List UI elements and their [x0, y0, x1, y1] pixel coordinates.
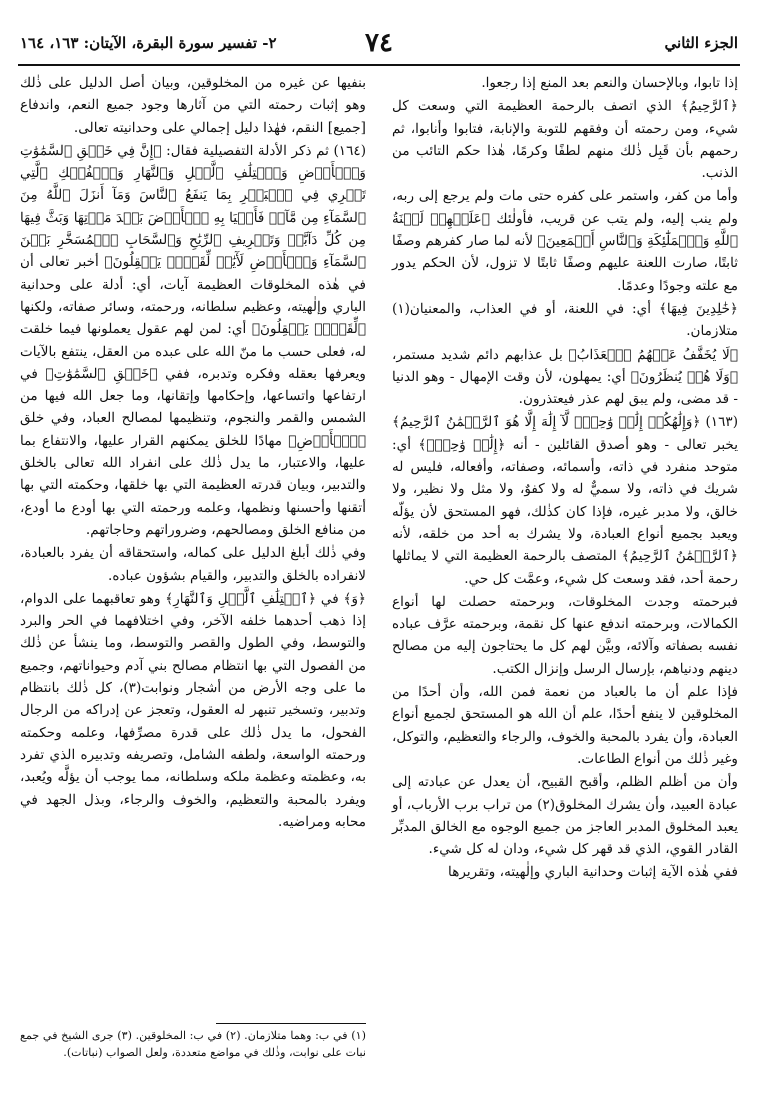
running-title: ٢- تفسير سورة البقرة، الآيتان: ١٦٣، ١٦٤ [20, 34, 277, 52]
part-label: الجزء الثاني [664, 34, 738, 52]
header-rule [18, 64, 740, 66]
paragraph: فبرحمته وجدت المخلوقات، وبرحمته حصلت لها أنواع الكمالات، وبرحمته اندفع عنها كل نقمة، وبرحمته عرَّف عباده نفسه بصفاته وآلائه، وبيَّن لهم كل ما يحتاجون إليه من مصالح دينهم ودنياهم، بإرسال الرسل وإنزال الكتب. [392, 593, 738, 677]
paragraph: ﴿ٱلرَّحِيمُ﴾ الذي اتصف بالرحمة العظيمة التي وسعت كل شيء، ومن رحمته أن وفقهم للتوبة والإنابة، فتابوا وأنابوا، ثم رحمهم بأن قَبِل ذٰلك منهم لطفًا وكرمًا، هٰذا حكم التائب من الذنب. [392, 98, 738, 182]
left-column [20, 72, 366, 834]
paragraph: فإذا علم أن ما بالعباد من نعمة فمن الله، وأن أحدًا من المخلوقين لا ينفع أحدًا، علم أن الله هو المستحق لجميع أنواع العبادة، وأن يفرد بالمحبة والخوف، والرجاء والتعظيم، والتوكل، وغير ذٰلك من أنواع الطاعات. [392, 684, 738, 767]
right-column [392, 72, 738, 885]
paragraph: (١٦٣) ﴿وَإِلَٰهُكُمۡ إِلَٰهٞ وَٰحِدٞۖ لَّآ إِلَٰهَ إِلَّا هُوَ ٱلرَّحۡمَٰنُ ٱلرَّحِيمُ﴾ يخبر تعالى - وهو أصدق القائلين - أنه ﴿إِلَٰهٞ وَٰحِدٞۖ﴾ أي: متوحد منفرد في ذاته، وأسمائه، وصفاته، وأفعاله، فليس له شريك في ذاته، ولا سميٌّ له ولا كفوٌ، ولا مثل ولا نظير، ولا خالق، ولا مدبر غيره، فإذا كان كذٰلك، فهو المستحق لأن يؤلّه ويعبد بجميع أنواع العبادة، ولا يشرك به أحد من خلقه، لأنه ﴿ٱلرَّحۡمَٰنُ ٱلرَّحِيمُ﴾ المتصف بالرحمة العظيمة التي لا يماثلها رحمة أحد، فقد وسعت كل شيء، وعمَّت كل حي. [392, 414, 738, 587]
paragraph: وأن من أظلم الظلم، وأقبح القبيح، أن يعدل عن عبادته إلى عبادة العبيد، وأن يشرك المخلوق(٢) من تراب برب الأرباب، أو يعبد المخلوق المدبر العاجز من جميع الوجوه مع الخالق المدبِّر القادر القوي، الذي قد قهر كل شيء، ودان له كل شيء. [392, 774, 738, 858]
paragraph: ففي هٰذه الآية إثبات وحدانية الباري وإلٰهيته، وتقريرها [448, 864, 738, 881]
footnotes [20, 1027, 366, 1061]
paragraph: ﴿خَٰلِدِينَ فِيهَا﴾ أي: في اللعنة، أو في العذاب، والمعنيان(١) متلازمان. [392, 300, 738, 340]
paragraph: بنفيها عن غيره من المخلوقين، وبيان أصل الدليل على ذٰلك وهو إثبات رحمته التي من آثارها وجود جميع النعم، واندفاع [جميع] النقم، فهٰذا دليل إجمالي على وحدانيته تعالى. [20, 75, 366, 136]
paragraph: ﴿لَا يُخَفَّفُ عَنۡهُمُ ٱلۡعَذَابُ﴾ بل عذابهم دائم شديد مستمر، ﴿وَلَا هُمۡ يُنظَرُونَ﴾ أي: يمهلون، لأن وقت الإمهال - وهو الدنيا - قد مضى، ولم يبق لهم عذر فيعتذرون. [392, 346, 738, 408]
paragraph: وأما من كفر، واستمر على كفره حتى مات ولم يرجع إلى ربه، ولم ينب إليه، ولم يتب عن قريب، فأولٰئك ﴿عَلَيۡهِمۡ لَعۡنَةُ ٱللَّهِ وَٱلۡمَلَٰٓئِكَةِ وَٱلنَّاسِ أَجۡمَعِينَ﴾ لأنه لما صار كفرهم وصفًا ثابتًا، صارت اللعنة عليهم وصفًا ثابتًا لا تزول، لأن الحكم يدور مع علته وجودًا وعدمًا. [392, 188, 738, 294]
paragraph: وفي ذٰلك أبلغ الدليل على كماله، واستحقاقه أن يفرد بالعبادة، لانفراده بالخلق والتدبير، والقيام بشؤون عباده. [20, 545, 366, 584]
page-header [20, 28, 738, 62]
paragraph: إذا تابوا، وبالإحسان والنعم بعد المنع إذا رجعوا. [481, 75, 738, 91]
footnote-rule [216, 1023, 366, 1024]
paragraph: (١٦٤) ثم ذكر الأدلة التفصيلية فقال: ﴿إِنَّ فِي خَلۡقِ ٱلسَّمَٰوَٰتِ وَٱلۡأَرۡضِ وَٱخۡتِلَٰفِ ٱلَّيۡلِ وَٱلنَّهَارِ وَٱلۡفُلۡكِ ٱلَّتِي تَجۡرِي فِي ٱلۡبَحۡرِ بِمَا يَنفَعُ ٱلنَّاسَ وَمَآ أَنزَلَ ٱللَّهُ مِنَ ٱلسَّمَآءِ مِن مَّآءٖ فَأَحۡيَا بِهِ ٱلۡأَرۡضَ بَعۡدَ مَوۡتِهَا وَبَثَّ فِيهَا مِن كُلِّ دَآبَّةٖ وَتَصۡرِيفِ ٱلرِّيَٰحِ وَٱلسَّحَابِ ٱلۡمُسَخَّرِ بَيۡنَ ٱلسَّمَآءِ وَٱلۡأَرۡضِ لَأٓيَٰتٖ لِّقَوۡمٖ يَعۡقِلُونَ﴾ أخبر تعالى أن في هٰذه المخلوقات العظيمة آيات، أي: أدلة على وحدانية الباري وإلٰهيته، وعظيم سلطانه، ورحمته، وسائر صفاته، ولكنها ﴿لِّقَوۡمٖ يَعۡقِلُونَ﴾ أي: لمن لهم عقول يعملونها فيما خلقت له، فعلى حسب ما منّ الله على عبده من العقل، ينتفع بالآيات ويعرفها بعقله وفكره وتدبره، ففي ﴿خَلۡقِ ٱلسَّمَٰوَٰتِ﴾ في ارتفاعها واتساعها، وإحكامها وإتقانها، وما جعل الله فيها من الشمس والقمر والنجوم، وتنظيمها لمصالح العباد، وفي خلق ﴿ٱلۡأَرۡضِ﴾ مهادًا للخلق يمكنهم القرار عليها، والانتفاع بما عليها، والاعتبار، ما يدل ذٰلك على انفراد الله تعالى بالخلق والتدبير، وبيان قدرته العظيمة التي بها خلقها، وحكمته التي بها أتقنها وأحسنها ونظمها، وعلمه ورحمته التي بها أودع ما أودع، من منافع الخلق ومصالحهم، وضروراتهم وحاجاتهم. [20, 142, 366, 538]
paragraph: ﴿وَ﴾ في ﴿ٱخۡتِلَٰفِ ٱلَّيۡلِ وَٱلنَّهَارِ﴾ وهو تعاقبهما على الدوام، إذا ذهب أحدهما خلفه الآخر، وفي اختلافهما في الحر والبرد والتوسط، وفي الطول والقصر والتوسط، وما ينشأ عن ذٰلك من الفصول التي بها انتظام مصالح بني آدم وحيواناتهم، وجميع ما على وجه الأرض من أشجار ونوابت(٣)، كل ذٰلك بانتظام وتدبير، وتسخير تنبهر له العقول، وتعجز عن إدراكه من الرجال الفحول، ما يدل ذٰلك على قدرة مصرِّفها، وعلمه وحكمته ورحمته الواسعة، ولطفه الشامل، وتصريفه وتدبيره الذي تفرد به، وعظمته وعظمة ملكه وسلطانه، مما يوجب أن يؤلَّه ويُعبد، ويفرد بالمحبة والتعظيم، والخوف والرجاء، وبذل الجهد في محابه ومراضيه. [20, 590, 367, 830]
footnote: (١) في ب: وهما متلازمان. (٢) في ب: المخلوقين. (٣) جرى الشيخ في جمع نبات على نوابت، وذٰلك في مواضع متعددة، ولعل الصواب (نباتات). [20, 1029, 366, 1059]
page-number: ٧٤ [365, 28, 393, 58]
